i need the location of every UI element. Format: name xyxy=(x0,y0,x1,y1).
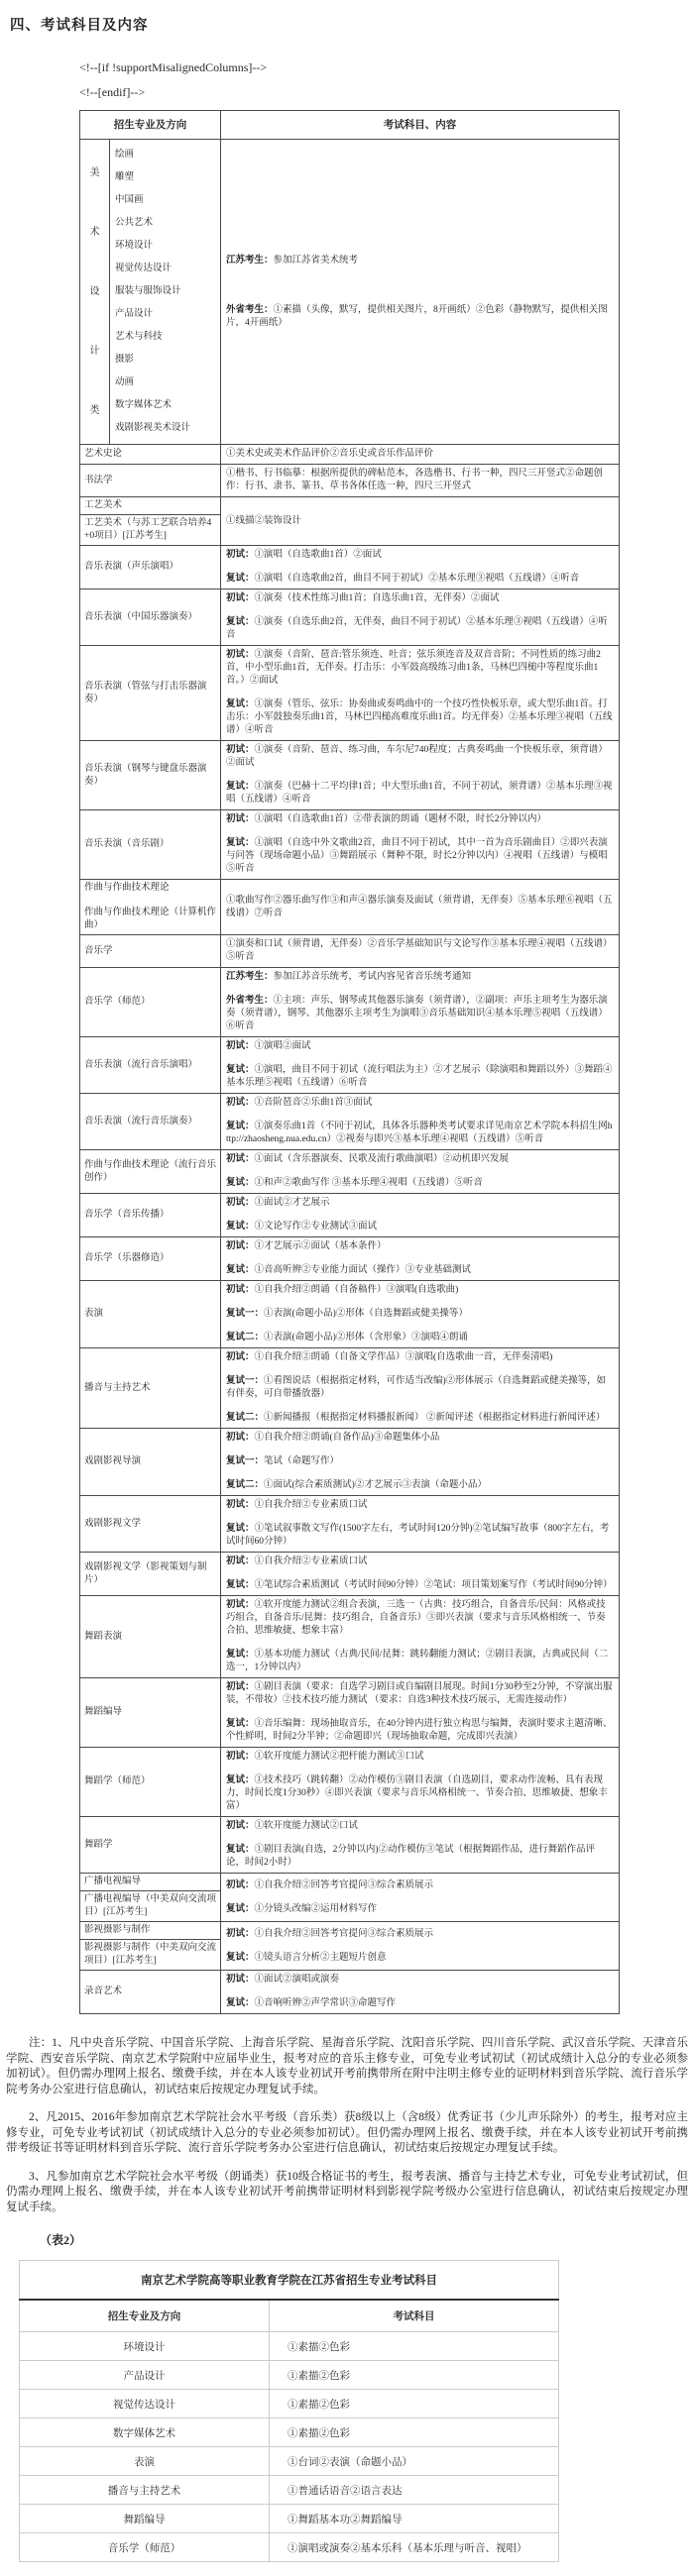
exam-paragraph: 复试二：①表演(命题小品)②形体（含形象）③演唱④朗诵 xyxy=(226,1333,468,1342)
exam-paragraph: 复试：①技术技巧（跳转翻）②动作模仿③剧目表演（自选剧目，要求动作流畅、具有表现力，时间长度1分30秒）④即兴表演（要求与音乐风格相统一、节奏合拍、思维敏捷、想象丰富） xyxy=(226,1775,608,1811)
table-row xyxy=(80,1281,620,1348)
stage-label: 复试： xyxy=(226,1222,255,1232)
notes xyxy=(6,2036,688,2215)
content-cell xyxy=(221,1553,620,1596)
exam-paragraph: 外省考生：①主项：声乐、钢琴或其他器乐演奏（须背谱），②副项：声乐主项考生为器乐演奏（须背谱），钢琴、其他器乐主项考生为演唱③音乐基础知识④基本乐理⑤视唱（五线谱）⑥听音 xyxy=(226,996,608,1031)
content-cell xyxy=(221,1429,620,1496)
vocational-table-row xyxy=(20,2533,559,2562)
exam-paragraph: 初试：①演唱②面试 xyxy=(226,1041,311,1051)
category-char: 设 xyxy=(89,286,100,297)
content-cell xyxy=(221,1817,620,1874)
exam-paragraph: 初试：①演奏（技术性练习曲1首；自选乐曲1首，无伴奏）②面试 xyxy=(226,593,500,603)
major-cell xyxy=(80,1874,221,1922)
stage-label: 复试： xyxy=(226,574,255,584)
stage-label: 复试： xyxy=(226,1998,255,2008)
stage-label: 初试： xyxy=(226,1098,255,1108)
vocational-exam-table xyxy=(19,2260,559,2562)
exam-paragraph: 复试：①演唱（自选中外文歌曲2首，曲目不同于初试，其中一首为音乐剧曲目）②即兴表演与问答（现场命题小品）③舞蹈展示（舞种不限，时长2分钟以内）④视唱（五线谱）与模唱⑤听音 xyxy=(226,838,608,874)
table-row xyxy=(80,1150,620,1194)
major-name: 环境设计 xyxy=(115,241,154,251)
table-row xyxy=(80,935,620,968)
table-row xyxy=(80,968,620,1037)
note-item: 3、凡参加南京艺术学院社会水平考级（朗诵类）获10级合格证书的考生，报考表演、播音与主持艺术专业，可免专业考试初试，但仍需办理网上报名、缴费手续，并在本人该专业初试开考前携带证明材料到影视学院考级办公室进行信息确认，初试结束后按规定办理复试手续。 xyxy=(6,2170,688,2213)
art-design-category-vertical-label xyxy=(80,144,109,441)
exam-paragraph: 外省考生：①素描（头像，默写，提供相关图片，8开画纸）②色彩（静物默写，提供相关图片，4开画纸） xyxy=(226,304,608,328)
table-row xyxy=(80,590,620,646)
stage-label: 初试： xyxy=(226,1285,255,1295)
category-char: 美 xyxy=(89,167,100,178)
exam-paragraph: 复试：①演奏乐曲1首（不同于初试，具体各乐器种类考试要求详见南京艺术学院本科招生网http://zhaosheng.nua.edu.cn）②视奏与即兴③基本乐理④视唱（五线谱）⑤听音 xyxy=(226,1122,613,1144)
major-cell: 表演 xyxy=(80,1281,221,1348)
major-cell: 音乐学（乐器修造） xyxy=(80,1237,221,1281)
major-name: 雕塑 xyxy=(115,172,135,182)
stage-label: 复试： xyxy=(226,1952,255,1963)
exam-paragraph: 复试：①演奏（管乐、弦乐：协奏曲或奏鸣曲中的一个技巧性快板乐章，或大型乐曲1首。打击乐：小军鼓独奏乐曲1首，马林巴四槌高难度乐曲1首。均无伴奏）②基本乐理③视唱（五线谱）④听音 xyxy=(226,699,613,735)
stage-label: 复试： xyxy=(226,1580,255,1590)
major-cell: 音乐表演（声乐演唱） xyxy=(80,546,221,590)
major-name: 数字媒体艺术 xyxy=(115,400,173,410)
art-design-category-cell xyxy=(80,140,110,445)
exam-paragraph: 初试：①演唱（自选歌曲1首）②带表演的朗诵（题材不限，时长2分钟以内） xyxy=(226,814,547,824)
exam-paragraph: ①演奏和口试（须背谱，无伴奏）②音乐学基础知识与文论写作③基本乐理④视唱（五线谱）⑤听音 xyxy=(226,939,613,962)
content-cell xyxy=(221,741,620,810)
vocational-header-major: 招生专业及方向 xyxy=(20,2300,270,2332)
exam-paragraph: 复试：①剧目表演(自选，2分钟以内)②动作模仿③笔试（根据舞蹈作品，进行舞蹈作品评论，时间2小时） xyxy=(226,1845,596,1868)
exam-paragraph: 初试：①演唱（自选歌曲1首）②面试 xyxy=(226,550,382,560)
major-cell: 音乐表演（中国乐器演奏） xyxy=(80,590,221,646)
exam-paragraph: 初试：①才艺展示②面试（基本条件） xyxy=(226,1241,387,1251)
stage-label: 初试： xyxy=(226,1500,255,1510)
exam-paragraph: 复试：①音高听辨②专业能力面试（操作）③专业基础测试 xyxy=(226,1265,472,1275)
content-cell xyxy=(221,935,620,968)
vocational-major-cell: 环境设计 xyxy=(20,2332,270,2361)
major-name: 中国画 xyxy=(115,195,144,205)
vocational-header-subject: 考试科目 xyxy=(270,2300,559,2332)
table-row xyxy=(80,1596,620,1678)
art-design-content-cell xyxy=(221,140,620,445)
table-row xyxy=(80,1496,620,1553)
category-char: 计 xyxy=(89,346,100,357)
stage-label: 初试： xyxy=(226,814,255,824)
content-cell xyxy=(221,1348,620,1429)
major-name: 服装与服饰设计 xyxy=(115,286,181,296)
stage-label: 初试： xyxy=(226,1041,255,1051)
stage-label: 初试： xyxy=(226,745,255,755)
vocational-table-row xyxy=(20,2505,559,2533)
exam-table-header-subject: 考试科目、内容 xyxy=(221,111,620,140)
major-name: 戏剧影视美术设计 xyxy=(115,423,191,433)
stage-label: 复试： xyxy=(226,838,255,848)
note-item: 注：1、凡中央音乐学院、中国音乐学院、上海音乐学院、星海音乐学院、沈阳音乐学院、四川音乐学院、武汉音乐学院、天津音乐学院、西安音乐学院、南京艺术学院附中应届毕业生，报考对应的音乐主修专业，可免专业考试初试（初试成绩计入总分的专业必须参加初试）。但仍需办理网上报名、缴费手续，并在本人该专业初试开考前携带所在附中注明主修专业的证明材料到音乐学院、流行音乐学院考务办公室进行信息确认，初试结束后按规定办理复试手续。 xyxy=(6,2037,688,2095)
exam-paragraph: 初试：①面试（含乐器演奏、民歌及流行歌曲演唱）②动机即兴发展 xyxy=(226,1154,510,1164)
stage-label: 复试一： xyxy=(226,1376,265,1386)
stage-label: 复试： xyxy=(226,782,255,792)
exam-paragraph: ①歌曲写作②器乐曲写作③和声④器乐演奏及面试（须背谱，无伴奏）⑤基本乐理⑥视唱（五线谱）⑦听音 xyxy=(226,895,613,918)
conditional-comment-2: <!--[endif]--> xyxy=(79,85,146,99)
table-row xyxy=(80,445,620,465)
stage-label: 复试： xyxy=(226,1122,255,1131)
stage-label: 初试： xyxy=(226,1352,255,1362)
major-cell: 音乐表演（管弦与打击乐器演奏） xyxy=(80,646,221,741)
major-name: 摄影 xyxy=(115,355,135,365)
stage-label: 复试二： xyxy=(226,1413,265,1423)
major-subcells xyxy=(80,1874,220,1921)
exam-paragraph: 初试：①软开度能力测试②组合表演，三选一（古典：技巧组合，自备音乐/民间：风格或技巧组合，自备音乐/昆舞：技巧组合，自备音乐）③即兴表演（要求与音乐风格相统一、节奏合拍、思维敏捷、想象丰富） xyxy=(226,1600,606,1636)
vocational-table-row xyxy=(20,2418,559,2447)
stage-label: 江苏考生： xyxy=(226,972,274,982)
exam-paragraph: 复试一：笔试（命题写作） xyxy=(226,1456,340,1466)
major-subcells xyxy=(80,497,220,545)
exam-paragraph: 初试：①演奏（音阶、琶音:管乐须连、吐音；弦乐须连音及双音音阶；不同性质的练习曲2首，中小型乐曲1首，无伴奏。打击乐：小军鼓高级练习曲1条，马林巴四槌中等程度乐曲1首。）②面试 xyxy=(226,650,601,686)
table-row-art-design-group xyxy=(80,140,620,445)
stage-label: 江苏考生： xyxy=(226,255,274,266)
vocational-subject-cell: ①台词②表演（命题小品） xyxy=(270,2447,559,2476)
major-cell: 音乐表演（音乐剧） xyxy=(80,810,221,880)
table-row xyxy=(80,1348,620,1429)
major-cell: 戏剧影视文学 xyxy=(80,1496,221,1553)
stage-label: 初试： xyxy=(226,550,255,560)
major-name: 影视摄影与制作（中美双向交流项目）[江苏考生] xyxy=(80,1939,220,1970)
stage-label: 复试： xyxy=(226,1903,255,1914)
table-row xyxy=(80,1678,620,1748)
major-name: 工艺美术 xyxy=(84,500,123,510)
major-cell: 音乐表演（流行音乐演奏） xyxy=(80,1094,221,1150)
stage-label: 复试： xyxy=(226,1178,255,1188)
major-cell: 录音艺术 xyxy=(80,1971,221,2014)
table-row xyxy=(80,1194,620,1237)
major-cell: 舞蹈表演 xyxy=(80,1596,221,1678)
exam-paragraph: 初试：①软开度能力测试②口试 xyxy=(226,1821,359,1831)
content-cell xyxy=(221,1237,620,1281)
table2-label: （表2） xyxy=(40,2233,82,2247)
vocational-subject-cell: ①素描②色彩 xyxy=(270,2418,559,2447)
exam-paragraph: 复试二：①面试(综合素质测试)②才艺展示③表演（命题小品） xyxy=(226,1480,487,1490)
exam-paragraph: 复试：①镜头语言分析②主题短片创意 xyxy=(226,1952,387,1963)
stage-label: 复试一： xyxy=(226,1309,265,1319)
category-char: 术 xyxy=(89,227,100,238)
stage-label: 复试： xyxy=(226,1650,255,1660)
vocational-table-header-row xyxy=(20,2300,559,2332)
exam-paragraph: ①线描②装饰设计 xyxy=(226,515,302,526)
content-cell xyxy=(221,1037,620,1094)
content-cell xyxy=(221,810,620,880)
content-cell xyxy=(221,1150,620,1194)
stage-label: 复试： xyxy=(226,1065,255,1075)
exam-paragraph: 复试：①演唱，曲目不同于初试（流行唱法为主）②才艺展示（除演唱和舞蹈以外）③舞蹈④基本乐理⑤视唱（五线谱）⑥听音 xyxy=(226,1065,613,1088)
table-row xyxy=(80,1094,620,1150)
table-row xyxy=(80,1971,620,2014)
content-cell xyxy=(221,1094,620,1150)
stage-label: 初试： xyxy=(226,1821,255,1831)
vocational-major-cell: 音乐学（师范） xyxy=(20,2533,270,2562)
content-cell xyxy=(221,1748,620,1817)
exam-paragraph: 初试：①自我介绍②专业素质口试 xyxy=(226,1500,368,1510)
exam-paragraph: 复试：①和声②歌曲写作 ③基本乐理④视唱（五线谱）⑤听音 xyxy=(226,1178,483,1188)
exam-table-header-major: 招生专业及方向 xyxy=(80,111,221,140)
exam-paragraph: 初试：①剧目表演（要求：自选学习剧目或自编剧目展现。时间1分30秒至2分钟，不穿演出服装，不带妆）②技术技巧能力测试 （要求：自选3种技术技巧展示，无需连接动作） xyxy=(226,1682,613,1705)
exam-paragraph: ①美术史或美术作品评价②音乐史或音乐作品评价 xyxy=(226,449,434,459)
major-name: 产品设计 xyxy=(115,309,154,319)
stage-label: 复试一： xyxy=(226,1456,265,1466)
major-name: 工艺美术（与苏工艺联合培养4+0项目）[江苏考生] xyxy=(80,514,220,545)
major-cell xyxy=(80,880,221,935)
exam-paragraph: 复试：①演唱（自选歌曲2首，曲目不同于初试）②基本乐理③视唱（五线谱）④听音 xyxy=(226,574,580,584)
stage-label: 初试： xyxy=(226,1556,255,1566)
major-name: 绘画 xyxy=(115,150,135,160)
exam-paragraph: 初试：①自我介绍②朗诵（自备稿件）③演唱(自选歌曲) xyxy=(226,1285,459,1295)
stage-label: 初试： xyxy=(226,1682,255,1692)
exam-paragraph: 复试：①分镜头改编②运用材料写作 xyxy=(226,1903,378,1914)
exam-paragraph: 复试：①演奏（自选乐曲2首，无伴奏，曲目不同于初试）②基本乐理③视唱（五线谱）④听音 xyxy=(226,617,608,640)
vocational-table-row xyxy=(20,2476,559,2505)
table-row xyxy=(80,546,620,590)
major-cell: 音乐表演（流行音乐演唱） xyxy=(80,1037,221,1094)
exam-paragraph: 初试：①自我介绍②专业素质口试 xyxy=(226,1556,368,1566)
stage-label: 初试： xyxy=(226,1752,255,1762)
exam-paragraph: 初试：①面试②才艺展示 xyxy=(226,1198,330,1208)
vocational-major-cell: 表演 xyxy=(20,2447,270,2476)
major-cell: 舞蹈编导 xyxy=(80,1678,221,1748)
stage-label: 复试二： xyxy=(226,1480,265,1490)
exam-paragraph: 初试：①自我介绍②朗诵(自备作品)③命题集体小品 xyxy=(226,1433,440,1443)
vocational-major-cell: 产品设计 xyxy=(20,2361,270,2390)
table-row xyxy=(80,741,620,810)
major-subcells xyxy=(80,1922,220,1970)
major-cell: 播音与主持艺术 xyxy=(80,1348,221,1429)
table-row xyxy=(80,880,620,935)
exam-paragraph: 复试：①文论写作②专业测试③面试 xyxy=(226,1222,378,1232)
content-cell xyxy=(221,1194,620,1237)
major-cell xyxy=(80,1922,221,1971)
stage-label: 复试： xyxy=(226,1524,255,1534)
content-cell xyxy=(221,445,620,465)
exam-paragraph: 江苏考生：参加江苏省美术统考 xyxy=(226,255,359,266)
table-row xyxy=(80,1553,620,1596)
stage-label: 复试： xyxy=(226,699,255,709)
exam-paragraph: 复试一：①看图说话（根据指定材料，可作适当改编)②形体展示（自选舞蹈或健美操等，如有伴奏，可自带播放器） xyxy=(226,1376,607,1399)
stage-label: 复试二： xyxy=(226,1333,265,1342)
table-row xyxy=(80,1817,620,1874)
major-name: 公共艺术 xyxy=(115,218,154,228)
exam-table-header-row xyxy=(80,111,620,140)
exam-paragraph: 复试二：①新闻播报（根据指定材料播报新闻） ②新闻评述（根据指定材料进行新闻评述） xyxy=(226,1413,606,1423)
vocational-table-row xyxy=(20,2361,559,2390)
exam-paragraph: 初试：①演奏（音阶、琶音、练习曲，车尔尼740程度；古典奏鸣曲一个快板乐章，须背谱）②面试 xyxy=(226,745,608,768)
major-cell: 舞蹈学 xyxy=(80,1817,221,1874)
vocational-major-cell: 数字媒体艺术 xyxy=(20,2418,270,2447)
stage-label: 复试： xyxy=(226,1845,255,1855)
table-row xyxy=(80,1037,620,1094)
content-cell xyxy=(221,1971,620,2014)
content-cell xyxy=(221,497,620,546)
major-cell: 音乐学（师范） xyxy=(80,968,221,1037)
stage-label: 初试： xyxy=(226,1928,255,1939)
table-row xyxy=(80,810,620,880)
stage-label: 复试： xyxy=(226,1265,255,1275)
content-cell xyxy=(221,546,620,590)
major-cell: 作曲与作曲技术理论（流行音乐创作） xyxy=(80,1150,221,1194)
exam-paragraph: 复试：①音乐编舞：现场抽取音乐，在40分钟内进行独立构思与编舞，表演时要求主题清晰、个性鲜明，时间2分半钟；②命题即兴（现场抽取命题，完成即兴表演） xyxy=(226,1719,613,1742)
content-cell xyxy=(221,1496,620,1553)
content-cell xyxy=(221,1678,620,1748)
stage-label: 初试： xyxy=(226,1198,255,1208)
stage-label: 复试： xyxy=(226,1719,255,1729)
vocational-table-row xyxy=(20,2390,559,2418)
vocational-major-cell: 舞蹈编导 xyxy=(20,2505,270,2533)
major-names xyxy=(84,882,216,932)
content-cell xyxy=(221,1596,620,1678)
vocational-subject-cell: ①素描②色彩 xyxy=(270,2332,559,2361)
art-design-majors-cell xyxy=(110,140,221,445)
exam-paragraph: 初试：①面试②演唱或演奏 xyxy=(226,1975,340,1985)
major-cell: 舞蹈学（师范） xyxy=(80,1748,221,1817)
vocational-subject-cell: ①演唱或演奏②基本乐科（基本乐理与听音、视唱） xyxy=(270,2533,559,2562)
major-cell: 艺术史论 xyxy=(80,445,221,465)
stage-label: 初试： xyxy=(226,1241,255,1251)
major-name: 视觉传达设计 xyxy=(115,264,173,273)
stage-label: 外省考生： xyxy=(226,996,274,1006)
page-title: 四、考试科目及内容 xyxy=(10,18,149,34)
stage-label: 初试： xyxy=(226,1975,255,1985)
table-row xyxy=(80,646,620,741)
table-row xyxy=(80,465,620,497)
vocational-subject-cell: ①素描②色彩 xyxy=(270,2361,559,2390)
content-cell xyxy=(221,968,620,1037)
exam-paragraph: 初试：①软开度能力测试②把杆能力测试③口试 xyxy=(226,1752,424,1762)
major-cell xyxy=(80,497,221,546)
exam-paragraph: 初试：①自我介绍②回答考官提问③综合素质展示 xyxy=(226,1879,434,1890)
vocational-table-body xyxy=(20,2332,559,2562)
vocational-table-row xyxy=(20,2332,559,2361)
content-cell xyxy=(221,1922,620,1971)
content-cell xyxy=(221,880,620,935)
table-row xyxy=(80,1922,620,1971)
exam-paragraph: 复试：①笔试综合素质测试（考试时间90分钟）②笔试：项目策划案写作（考试时间90分钟） xyxy=(226,1580,613,1590)
table-row xyxy=(80,497,620,546)
major-name: 作曲与作曲技术理论（计算机作曲） xyxy=(84,908,217,930)
stage-label: 初试： xyxy=(226,1154,255,1164)
conditional-comment-1: <!--[if !supportMisalignedColumns]--> xyxy=(79,60,268,74)
major-name: 广播电视编导（中美双向交流项目）[江苏考生] xyxy=(80,1890,220,1921)
stage-label: 初试： xyxy=(226,650,255,660)
content-cell xyxy=(221,590,620,646)
content-cell xyxy=(221,1874,620,1922)
exam-paragraph: 初试：①自我介绍②朗诵（自备文学作品）③演唱(自选歌曲一首，无伴奏清唱) xyxy=(226,1352,553,1362)
major-cell: 戏剧影视文学（影视策划与制片） xyxy=(80,1553,221,1596)
exam-table-body xyxy=(80,140,620,2014)
vocational-subject-cell: ①舞蹈基本功②舞蹈编导 xyxy=(270,2505,559,2533)
stage-label: 外省考生： xyxy=(226,304,274,315)
stage-label: 初试： xyxy=(226,593,255,603)
content-cell xyxy=(221,646,620,741)
vocational-major-cell: 视觉传达设计 xyxy=(20,2390,270,2418)
major-name: 艺术与科技 xyxy=(115,332,163,342)
vocational-subject-cell: ①素描②色彩 xyxy=(270,2390,559,2418)
stage-label: 复试： xyxy=(226,617,255,627)
exam-paragraph: 复试：①基本功能力测试（古典/民间/昆舞：跳转翻能力测试；②剧目表演，古典或民间（二选一，1分钟以内） xyxy=(226,1650,609,1672)
major-cell: 音乐表演（钢琴与键盘乐器演奏） xyxy=(80,741,221,810)
exam-subjects-table xyxy=(79,110,620,2014)
exam-paragraph: 初试：①音阶琶音②乐曲1首③面试 xyxy=(226,1098,373,1108)
major-cell: 书法学 xyxy=(80,465,221,497)
table-row xyxy=(80,1874,620,1922)
major-cell: 戏剧影视导演 xyxy=(80,1429,221,1496)
exam-paragraph: ①楷书、行书临摹：根据所提供的碑帖范本，各选楷书、行书一种，四尺三开竖式②命题创作：行书、隶书、篆书、草书各体任选一种，四尺三开竖式 xyxy=(226,469,604,491)
major-name: 广播电视编导 xyxy=(84,1877,142,1886)
major-cell: 音乐学（音乐传播） xyxy=(80,1194,221,1237)
major-name: 动画 xyxy=(115,377,135,387)
vocational-table-title: 南京艺术学院高等职业教育学院在江苏省招生专业考试科目 xyxy=(20,2261,559,2301)
exam-paragraph: 复试：①演奏（巴赫十二平均律1首；中大型乐曲1首，不同于初试，须背谱）②基本乐理③视唱（五线谱）④听音 xyxy=(226,782,613,805)
stage-label: 初试： xyxy=(226,1600,255,1610)
exam-paragraph: 初试：①自我介绍②回答考官提问③综合素质展示 xyxy=(226,1928,434,1939)
stage-label: 复试： xyxy=(226,1775,255,1785)
note-item: 2、凡2015、2016年参加南京艺术学院社会水平考级（音乐类）获8级以上（含8级）优秀证书（少儿声乐除外）的考生，报考对应主修专业，可免专业考试初试（初试成绩计入总分的专业必须参加初试）。但仍需办理网上报名、缴费手续，并在本人该专业初试开考前携带考级证书等证明材料到音乐学院、流行音乐学院考务办公室进行信息确认，初试结束后按规定办理复试手续。 xyxy=(6,2111,688,2154)
major-cell: 音乐学 xyxy=(80,935,221,968)
stage-label: 初试： xyxy=(226,1879,255,1890)
stage-label: 初试： xyxy=(226,1433,255,1443)
exam-paragraph: 江苏考生：参加江苏音乐统考，考试内容见省音乐统考通知 xyxy=(226,972,472,982)
exam-paragraph: 复试一：①表演(命题小品)②形体（自选舞蹈或健美操等） xyxy=(226,1309,468,1319)
vocational-table-row xyxy=(20,2447,559,2476)
vocational-subject-cell: ①普通话语音②语言表达 xyxy=(270,2476,559,2505)
table-row xyxy=(80,1429,620,1496)
exam-paragraph: 复试：①笔试叙事散文写作(1500字左右，考试时间120分钟)②笔试编写故事（800字左右，考试时间60分钟） xyxy=(226,1524,610,1547)
art-design-content xyxy=(226,144,614,441)
major-name: 作曲与作曲技术理论 xyxy=(84,883,170,893)
conditional-comments xyxy=(79,60,694,100)
category-char: 类 xyxy=(89,405,100,416)
table-row xyxy=(80,1748,620,1817)
content-cell xyxy=(221,465,620,497)
major-name: 影视摄影与制作 xyxy=(84,1925,151,1935)
vocational-major-cell: 播音与主持艺术 xyxy=(20,2476,270,2505)
table-row xyxy=(80,1237,620,1281)
exam-paragraph: 复试：①音响听辨②声学常识③命题写作 xyxy=(226,1998,397,2008)
vocational-table-title-row xyxy=(20,2261,559,2301)
content-cell xyxy=(221,1281,620,1348)
